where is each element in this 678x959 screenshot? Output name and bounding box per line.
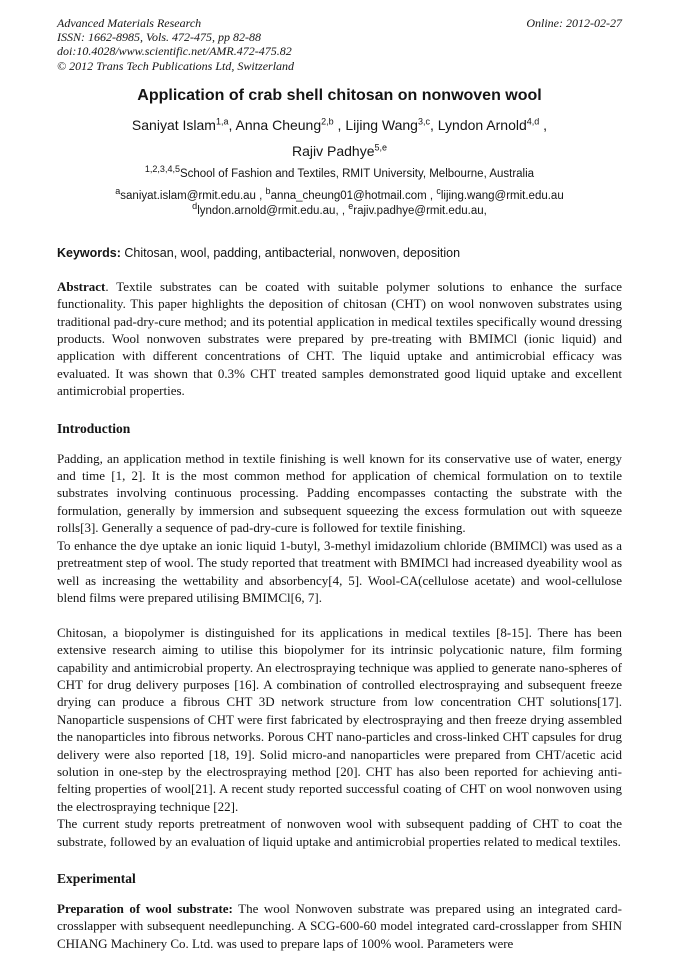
copyright-line: © 2012 Trans Tech Publications Ltd, Switzerland (57, 58, 295, 73)
experimental-lead: Preparation of wool substrate: (57, 900, 233, 916)
author-sup: 1,a (215, 116, 229, 127)
masthead-left (57, 16, 294, 73)
abstract-text: . Textile substrates can be coated with suitable polymer solutions to enhance the surface functionality. This paper highlights the deposition of chitosan (CHT) on wool nonwoven substrates using traditional pad-dry-cure method; and its potential application in medical textiles specifically wound dressing products. Wool nonwoven substrates were prepared by pre-treating with BMIMCl (ionic liquid) and application with different concentrations of CHT. The liquid uptake and antimicrobial efficacy was evaluated. It was shown that 0.3% CHT treated samples demonstrated good liquid uptake and excellent antimicrobial properties. (57, 278, 622, 399)
keywords-label: Keywords: (57, 245, 121, 260)
author-sup: 4,d (526, 116, 540, 127)
paper-title: Application of crab shell chitosan on nonwoven wool (137, 86, 542, 104)
author-separator: , (429, 116, 438, 133)
abstract (57, 278, 622, 400)
section-heading-introduction: Introduction (57, 420, 131, 436)
authors-line-1 (57, 112, 622, 138)
author-name: Lyndon Arnold (437, 116, 527, 133)
intro-paragraph: Chitosan, a biopolymer is distinguished for its applications in medical textiles [8-15]. There has been extensive research aiming to utilise this biopolymer for its intrinsic polycationic nature, film forming capability and antimicrobial property. An electrospraying technique was applied to generate nano-spheres of CHT for drug delivery purposes [16]. A combination of controlled electrospraying and subsequent freeze drying can produce a fibrous CHT 3D network structure from low concentration CHT solutions[17]. Nanoparticle suspensions of CHT were first fabricated by electrospraying and then freeze drying assembled the nanoparticles into fibrous networks. Porous CHT nano-particles and cross-linked CHT capsules for drug delivery were also reported [18, 19]. Solid micro-and nanoparticles were prepared from CHT/acetic acid solution in one-step by the electrospraying method [20]. CHT has also been reported for achieving anti-felting properties of wool[21]. A recent study reported successful coating of CHT on wool nonwoven using the electrospraying technique [22]. (57, 624, 622, 814)
email-address: lyndon.arnold@rmit.edu.au, , (197, 204, 349, 217)
author-separator: , (539, 116, 548, 133)
email-address: rajiv.padhye@rmit.edu.au, (353, 204, 487, 217)
author-sup: 2,b (321, 116, 334, 127)
author-name: Saniyat Islam (131, 116, 216, 133)
affiliation (57, 163, 622, 182)
experimental-text: The wool Nonwoven substrate was prepared using an integrated card-crosslapper with subsequent needlepunching. A SCG-600-60 model integrated card-crosslapper from SHIN CHIANG Machinery Co. Ltd. was used to prepare laps of 100% wool. Parameters were (57, 900, 622, 951)
authors-line-2 (57, 138, 622, 164)
author-sup: 5,e (374, 142, 387, 153)
email-address: anna_cheung01@hotmail.com , (270, 189, 437, 202)
affiliation-sup: 1,2,3,4,5 (144, 163, 180, 174)
section-heading-experimental: Experimental (57, 870, 136, 886)
journal-name: Advanced Materials Research (57, 16, 202, 30)
abstract-label: Abstract (57, 278, 106, 294)
email-sup: d (192, 200, 198, 211)
email-sup: c (436, 185, 441, 196)
authors-block (57, 112, 622, 164)
author-sup: 3,c (417, 116, 430, 127)
emails-line-2 (57, 200, 622, 219)
author-separator: , (228, 116, 236, 133)
email-address: saniyat.islam@rmit.edu.au , (120, 189, 266, 202)
author-separator: , (333, 116, 346, 133)
introduction-body (57, 450, 622, 850)
keywords-line (57, 245, 622, 261)
intro-paragraph: Padding, an application method in textile finishing is well known for its conservative use of water, energy and time [1, 2]. It is the most common method for application of chemical formulation on to textile substrates involving continuous processing. Padding encompasses contacting the substrate with the formulation, generally by immersion and subsequent squeezing the excess formulation out with squeeze rolls[3]. Generally a sequence of pad-dry-cure is followed for textile finishing. (57, 450, 622, 536)
keywords-text: Chitosan, wool, padding, antibacterial, nonwoven, deposition (120, 245, 461, 260)
author-name: Lijing Wang (345, 116, 418, 133)
author-name: Rajiv Padhye (291, 142, 375, 159)
issn-line: ISSN: 1662-8985, Vols. 472-475, pp 82-88 (57, 30, 261, 45)
email-address: lijing.wang@rmit.edu.au (440, 189, 564, 202)
author-name: Anna Cheung (235, 116, 322, 133)
email-sup: e (348, 200, 354, 211)
masthead (57, 16, 622, 73)
emails-block (57, 185, 622, 219)
intro-paragraph: To enhance the dye uptake an ionic liquid 1-butyl, 3-methyl imidazolium chloride (BMIMCl) was used as a pretreatment step of wool. The study reported that treatment with BMIMCl had increased dyeability wool as well as increasing the wettability and absorbency[4, 5]. Wool-CA(cellulose acetate) and wool-cellulose blend films were prepared utilising BMIMCl[6, 7]. (57, 537, 622, 605)
experimental-body (57, 900, 622, 952)
emails-line-1 (57, 185, 622, 204)
intro-paragraph: The current study reports pretreatment of nonwoven wool with subsequent padding of CHT to coat the substrate, followed by an evaluation of liquid uptake and antimicrobial properties related to medical textiles. (57, 816, 622, 849)
experimental-paragraph (57, 900, 622, 952)
email-sup: b (265, 185, 271, 196)
online-date: Online: 2012-02-27 (526, 16, 622, 30)
email-sup: a (115, 185, 121, 196)
affiliation-text: School of Fashion and Textiles, RMIT University, Melbourne, Australia (179, 167, 535, 180)
doi-line: doi:10.4028/www.scientific.net/AMR.472-475.82 (57, 44, 292, 59)
